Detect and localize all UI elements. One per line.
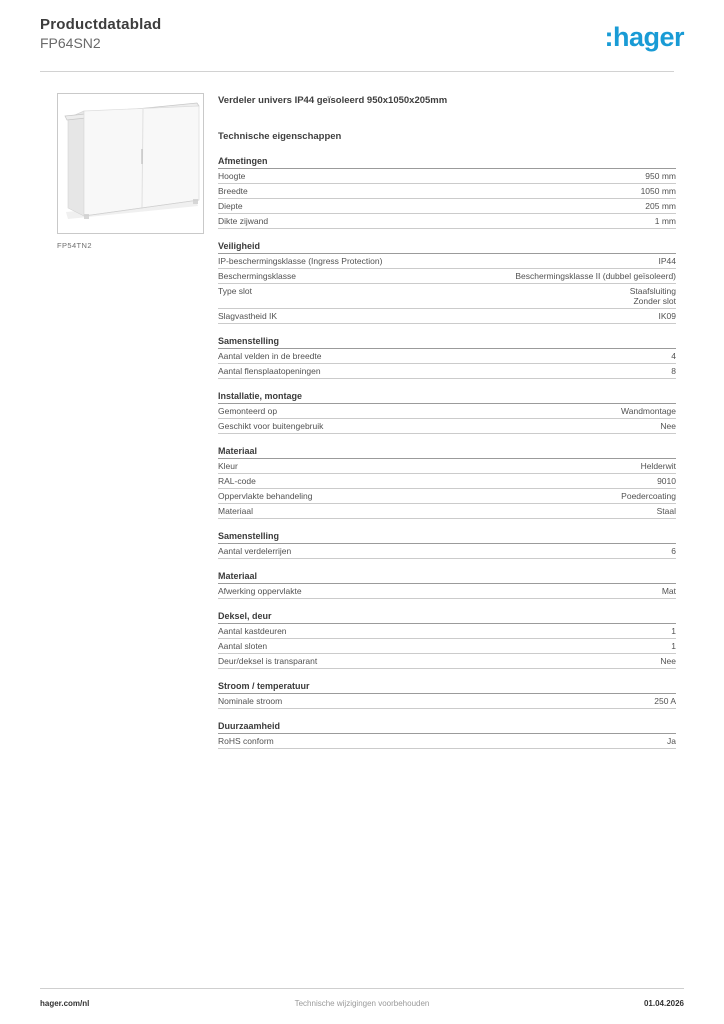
product-title: Verdeler univers IP44 geïsoleerd 950x1050x205mm xyxy=(218,95,448,106)
section-heading: Samenstelling xyxy=(218,531,676,544)
spec-label: Deur/deksel is transparant xyxy=(218,656,318,666)
footer-date: 01.04.2026 xyxy=(643,999,684,1008)
spec-section-8 xyxy=(218,681,676,709)
spec-label: Nominale stroom xyxy=(218,696,283,706)
spec-value: 6 xyxy=(671,546,676,556)
spec-value: 4 xyxy=(671,351,676,361)
section-heading: Materiaal xyxy=(218,446,676,459)
spec-label: Aantal sloten xyxy=(218,641,268,651)
spec-label: Diepte xyxy=(218,201,243,211)
spec-label: Type slot xyxy=(218,286,253,296)
spec-value: Staal xyxy=(656,506,676,516)
spec-value: 1 xyxy=(671,641,676,651)
spec-row xyxy=(218,284,676,309)
spec-row xyxy=(218,269,676,284)
page-footer xyxy=(40,988,684,1008)
spec-row xyxy=(218,504,676,519)
section-heading: Deksel, deur xyxy=(218,611,676,624)
spec-row xyxy=(218,734,676,749)
spec-value: Staafsluiting Zonder slot xyxy=(629,286,676,306)
spec-value: 250 A xyxy=(654,696,676,706)
spec-value: 950 mm xyxy=(645,171,676,181)
spec-value: Mat xyxy=(661,586,676,596)
spec-section-9 xyxy=(218,721,676,749)
spec-row xyxy=(218,419,676,434)
spec-value: Nee xyxy=(660,656,676,666)
spec-row xyxy=(218,364,676,379)
spec-row xyxy=(218,199,676,214)
spec-label: IP-beschermingsklasse (Ingress Protection) xyxy=(218,256,383,266)
spec-label: RoHS conform xyxy=(218,736,274,746)
spec-value: IK09 xyxy=(658,311,676,321)
spec-row xyxy=(218,624,676,639)
spec-label: Materiaal xyxy=(218,506,253,516)
spec-label: Geschikt voor buitengebruik xyxy=(218,421,324,431)
spec-label: Aantal verdelerrijen xyxy=(218,546,292,556)
spec-label: Oppervlakte behandeling xyxy=(218,491,313,501)
footer-website: hager.com/nl xyxy=(40,999,90,1008)
page-header xyxy=(40,16,684,51)
spec-row xyxy=(218,404,676,419)
spec-row xyxy=(218,214,676,229)
spec-label: RAL-code xyxy=(218,476,256,486)
spec-row xyxy=(218,184,676,199)
section-heading: Stroom / temperatuur xyxy=(218,681,676,694)
spec-row xyxy=(218,474,676,489)
spec-value: 205 mm xyxy=(645,201,676,211)
spec-label: Afwerking oppervlakte xyxy=(218,586,302,596)
technical-properties-heading: Technische eigenschappen xyxy=(218,131,342,142)
spec-row xyxy=(218,459,676,474)
spec-section-1 xyxy=(218,241,676,324)
spec-sections xyxy=(218,156,676,749)
spec-label: Slagvastheid IK xyxy=(218,311,278,321)
spec-value: Beschermingsklasse II (dubbel geïsoleerd) xyxy=(515,271,676,281)
spec-value: Poedercoating xyxy=(621,491,676,501)
spec-section-2 xyxy=(218,336,676,379)
spec-label: Kleur xyxy=(218,461,238,471)
header-divider xyxy=(40,71,674,72)
spec-label: Aantal velden in de breedte xyxy=(218,351,322,361)
spec-section-5 xyxy=(218,531,676,559)
spec-section-6 xyxy=(218,571,676,599)
spec-row xyxy=(218,349,676,364)
footer-notice: Technische wijzigingen voorbehouden xyxy=(294,999,430,1008)
spec-value: 9010 xyxy=(657,476,676,486)
spec-row xyxy=(218,584,676,599)
spec-value: 1 mm xyxy=(654,216,676,226)
spec-value: 1050 mm xyxy=(640,186,676,196)
spec-label: Aantal kastdeuren xyxy=(218,626,287,636)
spec-label: Dikte zijwand xyxy=(218,216,269,226)
spec-label: Gemonteerd op xyxy=(218,406,278,416)
spec-row xyxy=(218,254,676,269)
hager-logo: :hager xyxy=(604,22,684,52)
cabinet-illustration xyxy=(58,94,203,233)
product-image-caption: FP54TN2 xyxy=(57,241,92,250)
section-heading: Materiaal xyxy=(218,571,676,584)
spec-value: Ja xyxy=(667,736,676,746)
spec-label: Breedte xyxy=(218,186,248,196)
section-heading: Afmetingen xyxy=(218,156,676,169)
section-heading: Duurzaamheid xyxy=(218,721,676,734)
document-type-title: Productdatablad xyxy=(40,16,162,33)
spec-row xyxy=(218,544,676,559)
section-heading: Veiligheid xyxy=(218,241,676,254)
spec-value: 1 xyxy=(671,626,676,636)
spec-row xyxy=(218,169,676,184)
section-heading: Installatie, montage xyxy=(218,391,676,404)
spec-value: Wandmontage xyxy=(621,406,676,416)
spec-label: Hoogte xyxy=(218,171,246,181)
spec-value: Nee xyxy=(660,421,676,431)
spec-row xyxy=(218,639,676,654)
spec-section-3 xyxy=(218,391,676,434)
spec-row xyxy=(218,309,676,324)
spec-section-0 xyxy=(218,156,676,229)
spec-value: Helderwit xyxy=(640,461,676,471)
spec-column xyxy=(218,95,676,749)
spec-section-4 xyxy=(218,446,676,519)
spec-row xyxy=(218,654,676,669)
product-code: FP64SN2 xyxy=(40,35,101,51)
product-image xyxy=(57,93,204,234)
spec-row xyxy=(218,694,676,709)
spec-label: Aantal flensplaatopeningen xyxy=(218,366,321,376)
spec-label: Beschermingsklasse xyxy=(218,271,296,281)
spec-row xyxy=(218,489,676,504)
spec-value: 8 xyxy=(671,366,676,376)
spec-section-7 xyxy=(218,611,676,669)
spec-value: IP44 xyxy=(658,256,676,266)
section-heading: Samenstelling xyxy=(218,336,676,349)
